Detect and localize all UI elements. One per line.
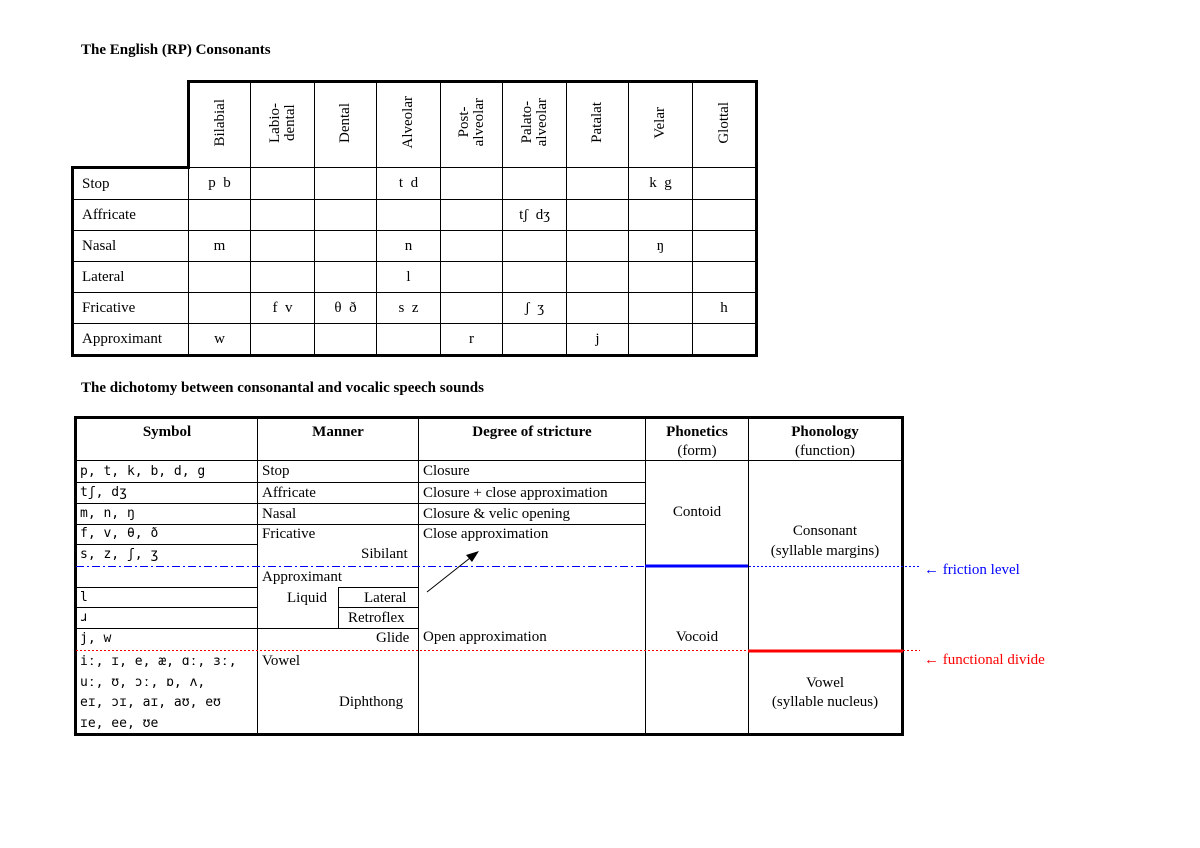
column-header: Dental <box>315 82 377 168</box>
consonant-cell <box>251 168 315 200</box>
consonant-cell <box>693 231 757 262</box>
column-header: Patalat <box>567 82 629 168</box>
consonant-cell: tʃ dʒ <box>503 200 567 231</box>
consonant-cell: k g <box>629 168 693 200</box>
header-manner: Manner <box>312 424 364 440</box>
consonant-cell <box>251 231 315 262</box>
column-header: Palato- alveolar <box>503 82 567 168</box>
consonant-cell: r <box>441 324 503 356</box>
consonant-cell: ʃ ʒ <box>503 293 567 324</box>
consonant-cell <box>567 262 629 293</box>
consonant-cell <box>629 200 693 231</box>
table-row <box>73 200 757 231</box>
symbol-cell: ɪe, ee, ʊe <box>80 716 159 731</box>
symbol-cell: eɪ, ɔɪ, aɪ, aʊ, eʊ <box>80 695 221 710</box>
header-phonology: Phonology <box>791 424 859 440</box>
stricture-close-approx: Close approximation <box>423 526 549 542</box>
row-label: Lateral <box>73 262 189 293</box>
consonant-cell: t d <box>377 168 441 200</box>
symbol-cell: p, t, k, b, d, g <box>80 464 206 479</box>
consonant-cell <box>441 262 503 293</box>
phonology-consonant-sub: (syllable margins) <box>770 543 880 559</box>
row-label: Fricative <box>73 293 189 324</box>
table1-title: The English (RP) Consonants <box>81 42 271 58</box>
manner-vowel: Vowel <box>262 653 301 669</box>
consonant-cell <box>693 168 757 200</box>
header-stricture: Degree of stricture <box>472 424 592 440</box>
manner-nasal: Nasal <box>262 506 297 522</box>
manner-diphthong: Diphthong <box>339 694 404 710</box>
header-phonetics: Phonetics <box>666 424 728 440</box>
consonant-cell <box>315 168 377 200</box>
consonant-cell <box>693 200 757 231</box>
symbol-cell: ɹ <box>80 610 88 625</box>
consonant-cell <box>567 168 629 200</box>
row-label: Approximant <box>73 324 189 356</box>
consonant-cell <box>441 231 503 262</box>
consonant-cell <box>567 293 629 324</box>
column-header: Post- alveolar <box>441 82 503 168</box>
consonants-table <box>71 80 758 357</box>
consonant-cell: s z <box>377 293 441 324</box>
friction-level-note: ← friction level <box>924 562 1020 578</box>
consonant-cell <box>503 262 567 293</box>
consonant-cell <box>377 200 441 231</box>
symbol-cell: uː, ʊ, ɔː, ɒ, ʌ, <box>80 675 206 690</box>
symbol-cell: l <box>80 590 88 605</box>
consonant-cell <box>629 293 693 324</box>
consonant-cell: h <box>693 293 757 324</box>
manner-sibilant: Sibilant <box>361 546 408 562</box>
table-row <box>73 168 757 200</box>
consonant-cell <box>189 262 251 293</box>
header-phonetics-sub: (form) <box>677 443 717 459</box>
symbol-cell: iː, ɪ, e, æ, ɑː, ɜː, <box>80 654 237 669</box>
manner-affricate: Affricate <box>262 485 316 501</box>
consonant-cell: n <box>377 231 441 262</box>
phonology-vowel: Vowel <box>805 675 845 691</box>
table-row <box>73 262 757 293</box>
phonetics-contoid: Contoid <box>672 504 722 520</box>
column-header: Bilabial <box>189 82 251 168</box>
table2-title: The dichotomy between consonantal and vocalic speech sounds <box>81 380 484 396</box>
consonant-cell <box>315 231 377 262</box>
consonant-cell <box>315 200 377 231</box>
consonant-cell <box>629 324 693 356</box>
consonant-cell <box>189 293 251 324</box>
consonant-cell <box>629 262 693 293</box>
column-header: Velar <box>629 82 693 168</box>
consonant-cell: j <box>567 324 629 356</box>
consonant-cell: p b <box>189 168 251 200</box>
manner-liquid: Liquid <box>287 590 327 606</box>
symbol-cell: s, z, ʃ, ʒ <box>80 547 159 562</box>
column-header: Alveolar <box>377 82 441 168</box>
phonology-vowel-sub: (syllable nucleus) <box>771 694 879 710</box>
manner-approximant: Approximant <box>262 569 342 585</box>
stricture-closure: Closure <box>423 463 470 479</box>
consonant-cell <box>315 324 377 356</box>
symbol-cell: tʃ, dʒ <box>80 485 127 500</box>
consonant-cell: θ ð <box>315 293 377 324</box>
consonant-cell: m <box>189 231 251 262</box>
row-label: Stop <box>73 168 189 200</box>
consonant-cell <box>441 168 503 200</box>
manner-retroflex: Retroflex <box>348 610 405 626</box>
symbol-cell: j, w <box>80 631 112 646</box>
table-row <box>73 231 757 262</box>
manner-glide: Glide <box>376 630 410 646</box>
consonant-cell <box>441 200 503 231</box>
table1-corner <box>73 82 189 168</box>
consonant-cell <box>503 324 567 356</box>
consonant-cell <box>567 200 629 231</box>
consonant-cell <box>503 168 567 200</box>
manner-fricative: Fricative <box>262 526 316 542</box>
consonant-cell <box>567 231 629 262</box>
manner-lateral: Lateral <box>364 590 407 606</box>
table-row <box>73 293 757 324</box>
symbol-cell: f, v, θ, ð <box>80 526 159 541</box>
stricture-closure-velic: Closure & velic opening <box>423 506 571 522</box>
consonant-cell <box>693 262 757 293</box>
consonant-cell <box>251 324 315 356</box>
stricture-closure-close: Closure + close approximation <box>423 485 608 501</box>
consonant-cell <box>503 231 567 262</box>
consonant-cell <box>189 200 251 231</box>
consonant-cell <box>315 262 377 293</box>
consonant-cell <box>441 293 503 324</box>
consonant-cell <box>251 262 315 293</box>
dichotomy-table <box>74 416 904 736</box>
functional-divide-note: ← functional divide <box>924 652 1045 668</box>
row-label: Affricate <box>73 200 189 231</box>
row-label: Nasal <box>73 231 189 262</box>
symbol-cell: m, n, ŋ <box>80 506 135 521</box>
consonant-cell: w <box>189 324 251 356</box>
consonant-cell <box>251 200 315 231</box>
stricture-open-approx: Open approximation <box>423 629 547 645</box>
header-symbol: Symbol <box>142 424 192 440</box>
consonant-cell: l <box>377 262 441 293</box>
header-phonology-sub: (function) <box>795 443 855 459</box>
consonant-cell <box>693 324 757 356</box>
phonology-consonant: Consonant <box>792 523 858 539</box>
column-header: Labio- dental <box>251 82 315 168</box>
phonetics-vocoid: Vocoid <box>675 629 719 645</box>
consonant-cell: f v <box>251 293 315 324</box>
table-row <box>73 324 757 356</box>
column-header: Glottal <box>693 82 757 168</box>
consonant-cell <box>377 324 441 356</box>
consonant-cell: ŋ <box>629 231 693 262</box>
manner-stop: Stop <box>262 463 290 479</box>
